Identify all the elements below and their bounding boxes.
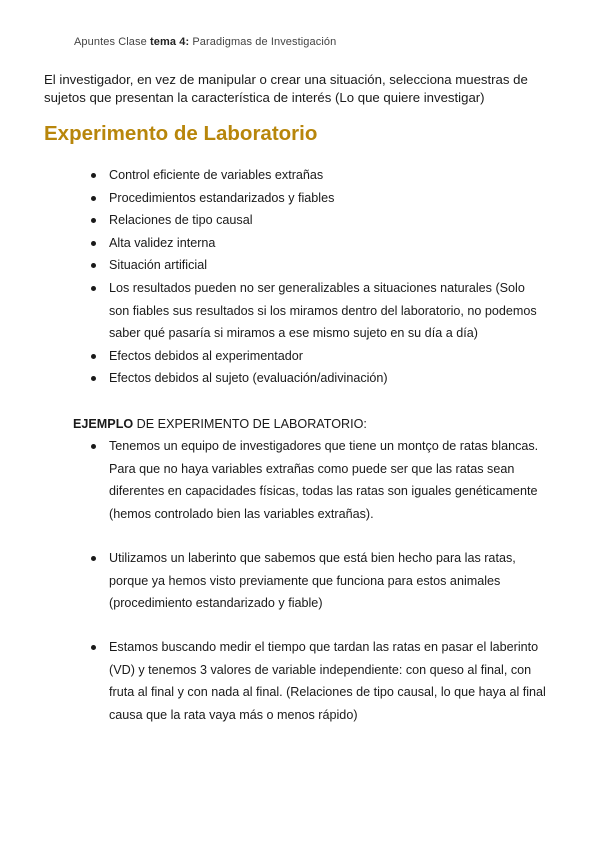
example-label-rest: DE EXPERIMENTO DE LABORATORIO: [133,417,367,431]
example-list-2 [88,547,548,615]
features-list [88,164,548,390]
list-item: Control eficiente de variables extrañas [88,164,548,187]
example-list-3 [88,636,548,726]
list-item: Estamos buscando medir el tiempo que tardan las ratas en pasar el laberinto (VD) y tenemos 3 valores de variable independiente: con queso al final, con fruta al final y con nada al final. (Relaciones de tipo causal, lo que haya al final causa que la rata vaya más o menos rápido) [88,636,548,726]
list-item: Tenemos un equipo de investigadores que tiene un montço de ratas blancas. Para que no haya variables extrañas como puede ser que las ratas sean diferentes en capacidades físicas, todas las ratas son iguales genéticamente (hemos controlado bien las variables extrañas). [88,435,548,525]
example-label-bold: EJEMPLO [73,417,134,431]
list-item: Situación artificial [88,254,548,277]
list-item: Los resultados pueden no ser generalizables a situaciones naturales (Solo son fiables sus resultados si los miramos dentro del laboratorio, no podemos saber qué pasaría si miramos a ese mismo sujeto en su día a día) [88,277,548,345]
list-item: Alta validez interna [88,232,548,255]
header-title: Paradigmas de Investigación [192,36,337,48]
page-header [74,36,336,48]
list-item: Relaciones de tipo causal [88,209,548,232]
list-item: Efectos debidos al experimentador [88,345,548,368]
example-list-1 [88,435,548,525]
header-tema: tema 4: [150,36,190,48]
header-prefix: Apuntes Clase [74,36,147,48]
list-item: Procedimientos estandarizados y fiables [88,187,548,210]
section-heading: Experimento de Laboratorio [44,122,318,145]
list-item: Efectos debidos al sujeto (evaluación/adivinación) [88,367,548,390]
list-item: Utilizamos un laberinto que sabemos que está bien hecho para las ratas, porque ya hemos visto previamente que funciona para estos animales (procedimiento estandarizado y fiable) [88,547,548,615]
intro-paragraph: El investigador, en vez de manipular o crear una situación, selecciona muestras de sujetos que presentan la característica de interés (Lo que quiere investigar) [44,72,528,105]
example-title [73,413,367,435]
